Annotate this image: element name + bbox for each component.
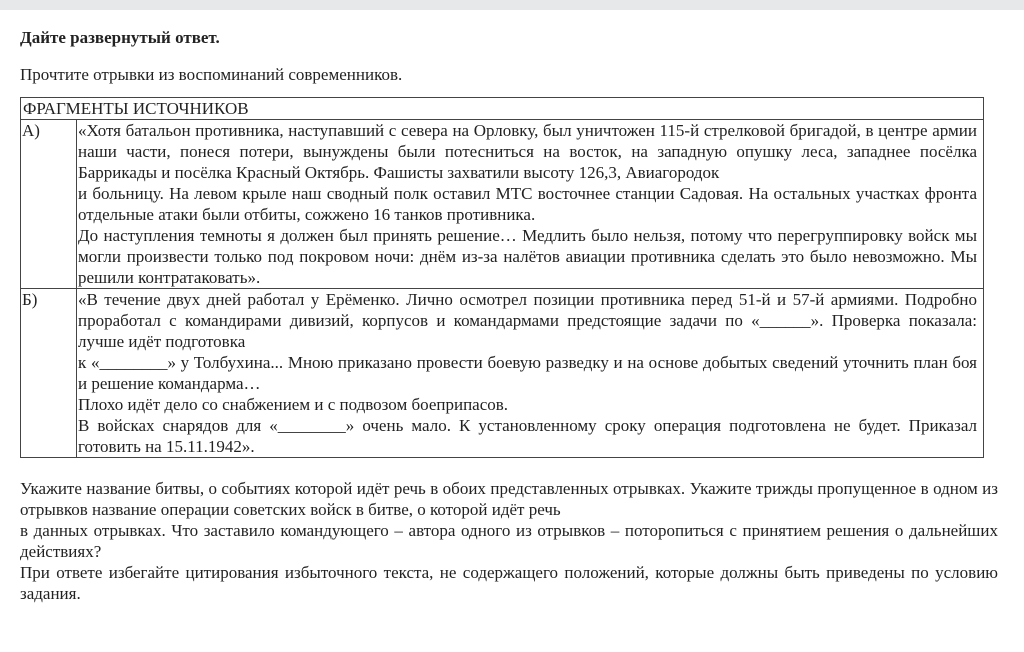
fragment-paragraph: к «________» у Толбухина... Мною приказано провести боевую разведку и на основе добытых сведений уточнить план боя и решение командарма… [78, 353, 977, 393]
fragment-text [77, 120, 984, 289]
fragment-text [77, 289, 984, 458]
table-caption: ФРАГМЕНТЫ ИСТОЧНИКОВ [21, 98, 984, 120]
question-paragraph: При ответе избегайте цитирования избыточного текста, не содержащего положений, которые должны быть приведены по условию задания. [20, 563, 998, 603]
table-caption-row [21, 98, 984, 120]
question-paragraph: в данных отрывках. Что заставило командующего – автора одного из отрывков – поторопиться с принятием решения о дальнейших действиях? [20, 521, 998, 561]
fragment-paragraph: «В течение двух дней работал у Ерёменко. Лично осмотрел позиции противника перед 51-й и 57-й армиями. Подробно проработал с командирами дивизий, корпусов и командармами предстоящие задачи по «______». Проверка показала: лучше идёт подготовка [78, 290, 977, 351]
top-bar [0, 0, 1024, 10]
table-row [21, 120, 984, 289]
task-content [20, 27, 998, 604]
row-label: А) [21, 120, 77, 289]
question-paragraph: Укажите название битвы, о событиях которой идёт речь в обоих представленных отрывках. Укажите трижды пропущенное в одном из отрывков название операции советских войск в битве, о которой идёт речь [20, 479, 998, 519]
task-heading: Дайте развернутый ответ. [20, 28, 220, 47]
task-intro: Прочтите отрывки из воспоминаний современников. [20, 65, 403, 84]
row-label: Б) [21, 289, 77, 458]
fragment-paragraph: и больницу. На левом крыле наш сводный полк оставил МТС восточнее станции Садовая. На остальных участках фронта отдельные атаки были отбиты, сожжено 16 танков противника. [78, 184, 977, 224]
fragment-paragraph: «Хотя батальон противника, наступавший с севера на Орловку, был уничтожен 115-й стрелковой бригадой, в центре армии наши части, понеся потери, вынуждены были потесниться на восток, на западную опушку леса, западнее посёлка Баррикады и посёлка Красный Октябрь. Фашисты захватили высоту 126,3, Авиагородок [78, 121, 977, 182]
question-block [20, 478, 998, 604]
fragment-paragraph: В войсках снарядов для «________» очень мало. К установленному сроку операция подготовлена не будет. Приказал готовить на 15.11.1942». [78, 416, 977, 456]
fragment-paragraph: Плохо идёт дело со снабжением и с подвозом боеприпасов. [78, 395, 509, 414]
sources-table [20, 97, 984, 458]
fragment-paragraph: До наступления темноты я должен был принять решение… Медлить было нельзя, потому что перегруппировку войск мы могли произвести только под покровом ночи: днём из-за налётов авиации противника сделать это было невозможно. Мы решили контратаковать». [78, 226, 977, 287]
table-row [21, 289, 984, 458]
